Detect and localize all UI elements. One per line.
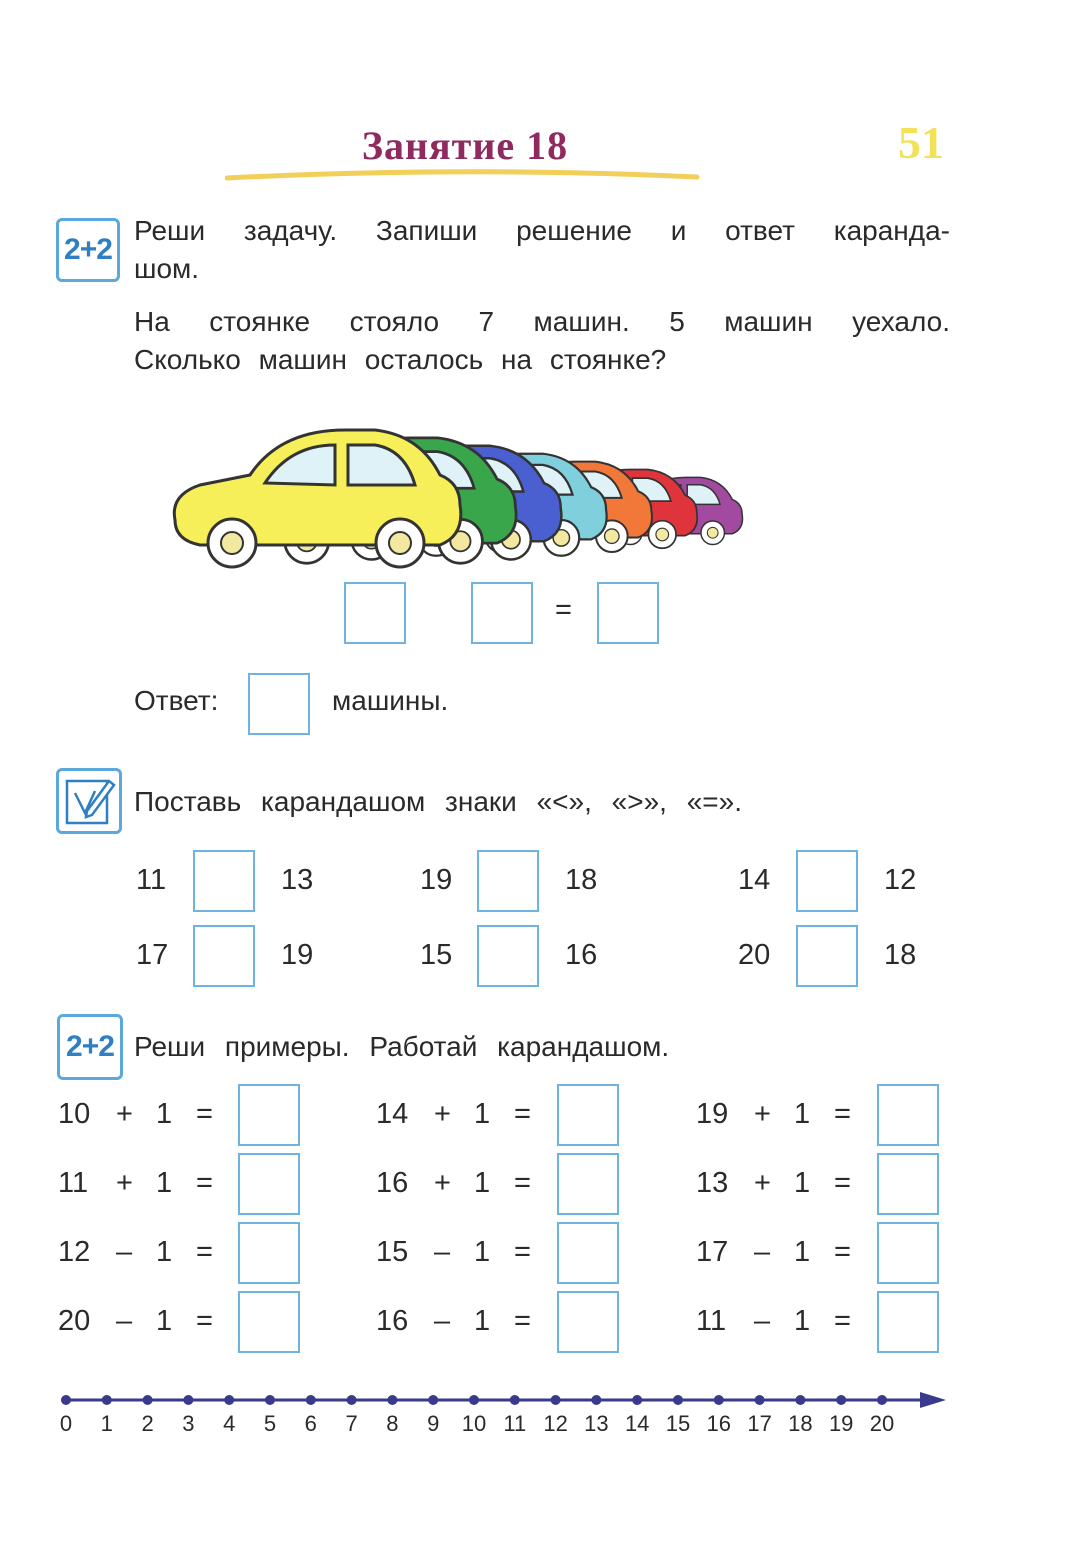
car-1 (174, 430, 461, 567)
task3-instruction: Реши примеры. Работай карандашом. (134, 1031, 670, 1062)
example-operator: – (754, 1305, 771, 1337)
example-answer-box[interactable] (877, 1084, 939, 1146)
equation-box-2[interactable] (471, 582, 533, 644)
example-operand-2: 1 (156, 1098, 173, 1130)
example-operand-1: 19 (696, 1098, 729, 1130)
number-line-label: 1 (100, 1411, 113, 1436)
example-operand-2: 1 (794, 1098, 811, 1130)
example-operand-1: 15 (376, 1236, 409, 1268)
title-underline (225, 166, 700, 186)
number-line-tick (387, 1395, 397, 1405)
task1-instruction-line1: Реши задачу. Запиши решение и ответ каранда- (134, 215, 950, 246)
answer-box[interactable] (248, 673, 310, 735)
number-line-label: 15 (665, 1411, 691, 1436)
example-operator: + (116, 1098, 133, 1130)
number-line-label: 8 (386, 1411, 399, 1436)
example-equals: = (834, 1167, 851, 1199)
number-line-tick (836, 1395, 846, 1405)
example-operand-1: 11 (696, 1305, 727, 1337)
compare-right-number: 16 (565, 939, 598, 971)
example-operand-2: 1 (794, 1167, 811, 1199)
example-equals: = (834, 1236, 851, 1268)
equals-sign: = (555, 594, 572, 626)
example-operand-1: 16 (376, 1305, 409, 1337)
compare-right-number: 13 (281, 864, 314, 896)
example-equals: = (514, 1236, 531, 1268)
addition-task-icon: 2+2 (57, 1014, 123, 1080)
example-equals: = (196, 1236, 213, 1268)
number-line-label: 5 (263, 1411, 277, 1436)
example-operand-1: 16 (376, 1167, 409, 1199)
number-line-tick (143, 1395, 153, 1405)
compare-right-number: 19 (281, 939, 314, 971)
example-operand-2: 1 (474, 1098, 491, 1130)
example-answer-box[interactable] (877, 1222, 939, 1284)
example-operand-1: 20 (58, 1305, 91, 1337)
number-line-tick (61, 1395, 71, 1405)
number-line-tick (755, 1395, 765, 1405)
example-equals: = (834, 1098, 851, 1130)
example-equals: = (196, 1098, 213, 1130)
compare-right-number: 18 (884, 939, 917, 971)
example-answer-box[interactable] (557, 1084, 619, 1146)
addition-task-icon: 2+2 (56, 218, 120, 282)
example-answer-box[interactable] (238, 1153, 300, 1215)
number-line-label: 2 (141, 1411, 154, 1436)
number-line-label: 19 (828, 1411, 854, 1436)
number-line-label: 18 (788, 1411, 813, 1436)
task1-instruction-line2: шом. (134, 253, 200, 284)
example-operand-2: 1 (474, 1167, 491, 1199)
number-line-label: 3 (182, 1411, 195, 1436)
compare-left-number: 17 (136, 939, 169, 971)
example-operand-2: 1 (474, 1236, 491, 1268)
number-line-tick (877, 1395, 887, 1405)
example-answer-box[interactable] (557, 1291, 619, 1353)
number-line-label: 6 (304, 1411, 317, 1436)
example-operator: + (754, 1167, 771, 1199)
number-line-tick (714, 1395, 724, 1405)
example-answer-box[interactable] (877, 1291, 939, 1353)
number-line-label: 13 (584, 1411, 609, 1436)
number-line-label: 17 (747, 1411, 772, 1436)
number-line-tick (591, 1395, 601, 1405)
number-line-label: 0 (59, 1411, 73, 1436)
example-answer-box[interactable] (238, 1084, 300, 1146)
example-operand-1: 11 (58, 1167, 89, 1199)
number-line-label: 20 (869, 1411, 895, 1436)
example-operator: – (116, 1236, 133, 1268)
number-line-tick (632, 1395, 642, 1405)
compare-sign-box[interactable] (193, 850, 255, 912)
number-line-tick (183, 1395, 193, 1405)
task1-problem-line2: Сколько машин осталось на стоянке? (134, 344, 667, 375)
equation-result-box[interactable] (597, 582, 659, 644)
example-answer-box[interactable] (557, 1153, 619, 1215)
number-line-tick (510, 1395, 520, 1405)
example-operator: + (434, 1167, 451, 1199)
compare-left-number: 11 (136, 864, 167, 896)
example-operand-2: 1 (156, 1167, 173, 1199)
example-operator: – (434, 1305, 451, 1337)
number-line-tick (795, 1395, 805, 1405)
answer-unit: машины. (332, 685, 449, 716)
compare-sign-box[interactable] (796, 850, 858, 912)
number-line-label: 10 (461, 1411, 487, 1436)
example-equals: = (196, 1167, 213, 1199)
example-operand-1: 17 (696, 1236, 729, 1268)
lesson-title: Занятие 18 (361, 123, 569, 168)
compare-sign-box[interactable] (796, 925, 858, 987)
compare-right-number: 18 (565, 864, 598, 896)
compare-left-number: 15 (420, 939, 453, 971)
number-line-arrow (920, 1392, 946, 1408)
example-operand-1: 14 (376, 1098, 409, 1130)
example-operator: – (116, 1305, 133, 1337)
compare-sign-box[interactable] (477, 925, 539, 987)
example-answer-box[interactable] (557, 1222, 619, 1284)
number-line-tick (224, 1395, 234, 1405)
number-line-label: 14 (624, 1411, 650, 1436)
example-equals: = (834, 1305, 851, 1337)
answer-label: Ответ: (134, 685, 219, 716)
compare-left-number: 20 (738, 939, 771, 971)
example-operand-2: 1 (794, 1305, 811, 1337)
example-operand-2: 1 (156, 1236, 173, 1268)
pencil-note-icon (56, 768, 122, 834)
example-operand-2: 1 (156, 1305, 173, 1337)
cars-illustration (170, 395, 840, 570)
example-answer-box[interactable] (238, 1291, 300, 1353)
number-line-tick (306, 1395, 316, 1405)
example-operator: – (754, 1236, 771, 1268)
example-equals: = (514, 1305, 531, 1337)
compare-right-number: 12 (884, 864, 917, 896)
task2-instruction: Поставь карандашом знаки «<», «>», «=». (134, 786, 742, 817)
example-equals: = (514, 1167, 531, 1199)
example-equals: = (196, 1305, 213, 1337)
number-line-tick (551, 1395, 561, 1405)
compare-sign-box[interactable] (193, 925, 255, 987)
number-line-label: 7 (345, 1411, 358, 1436)
number-line-tick (673, 1395, 683, 1405)
example-answer-box[interactable] (877, 1153, 939, 1215)
example-operator: + (116, 1167, 133, 1199)
example-operand-1: 13 (696, 1167, 729, 1199)
compare-left-number: 19 (420, 864, 453, 896)
number-line-tick (428, 1395, 438, 1405)
example-equals: = (514, 1098, 531, 1130)
number-line-tick (102, 1395, 112, 1405)
task1-problem-line1: На стоянке стояло 7 машин. 5 машин уехало. (134, 306, 950, 337)
example-operator: – (434, 1236, 451, 1268)
number-line-label: 12 (543, 1411, 568, 1436)
example-operand-1: 12 (58, 1236, 91, 1268)
number-line-tick (347, 1395, 357, 1405)
number-line-tick (469, 1395, 479, 1405)
page-number: 51 (898, 117, 944, 168)
number-line-tick (265, 1395, 275, 1405)
example-operand-1: 10 (58, 1098, 91, 1130)
example-operand-2: 1 (474, 1305, 491, 1337)
number-line-label: 11 (503, 1411, 527, 1436)
example-operator: + (754, 1098, 771, 1130)
equation-box-1[interactable] (344, 582, 406, 644)
example-operand-2: 1 (794, 1236, 811, 1268)
number-line-label: 16 (706, 1411, 732, 1436)
example-operator: + (434, 1098, 451, 1130)
example-answer-box[interactable] (238, 1222, 300, 1284)
compare-left-number: 14 (738, 864, 771, 896)
compare-sign-box[interactable] (477, 850, 539, 912)
number-line-label: 4 (223, 1411, 236, 1436)
number-line-label: 9 (427, 1411, 440, 1436)
